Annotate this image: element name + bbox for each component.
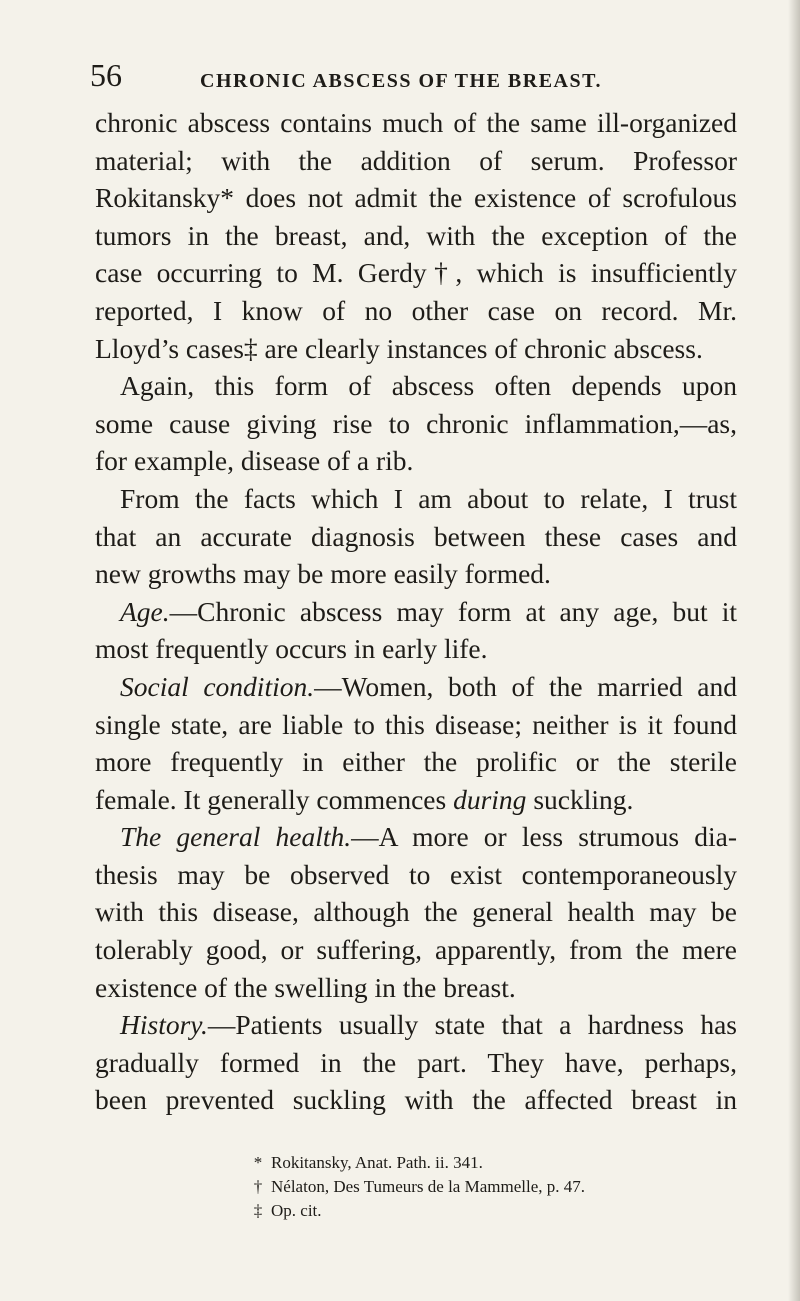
text-run: —A more or less strumous dia- — [351, 821, 737, 853]
text-line: tumors in the breast, and, with the exception of the — [95, 219, 737, 251]
text-run: —Women, both of the married and — [314, 670, 737, 702]
footnote — [245, 1151, 665, 1175]
side-heading-age: Age. — [120, 595, 170, 627]
footnote-text: Rokitansky, Anat. Path. ii. 341. — [271, 1153, 483, 1172]
page-number: 56 — [90, 57, 122, 93]
text-line: Again, this form of abscess often depends upon — [120, 370, 737, 402]
running-title: CHRONIC ABSCESS OF THE BREAST. — [200, 70, 602, 92]
footnote-text: Op. cit. — [271, 1201, 322, 1220]
footnote-mark: ‡ — [253, 1201, 263, 1220]
text-line — [95, 781, 737, 819]
page-gutter-shadow — [788, 0, 800, 1301]
text-run: —Chronic abscess may form at any age, but it — [169, 595, 737, 627]
text-line: that an accurate diagnosis between these cases and — [95, 520, 737, 552]
text-run: female. It generally commences — [95, 783, 454, 815]
text-run: suckling. — [526, 783, 634, 815]
text-line: Lloyd’s cases‡ are clearly instances of chronic abscess. — [95, 332, 703, 364]
text-line: with this disease, although the general health may be — [95, 896, 737, 928]
footnote — [245, 1175, 665, 1199]
side-heading-social: Social condition. — [120, 670, 315, 702]
body-text — [95, 104, 735, 1119]
text-line: most frequently occurs in early life. — [95, 633, 488, 665]
text-line — [95, 593, 737, 631]
footnote-mark: † — [253, 1177, 263, 1196]
text-line: material; with the addition of serum. Professor — [95, 144, 737, 176]
text-line: gradually formed in the part. They have, perhaps, — [95, 1046, 737, 1078]
text-line — [95, 1006, 737, 1044]
text-line: existence of the swelling in the breast. — [95, 971, 516, 1003]
footnote-text: Nélaton, Des Tumeurs de la Mammelle, p. 47. — [271, 1177, 585, 1196]
text-line: chronic abscess contains much of the same ill-organized — [95, 107, 737, 138]
footnotes — [245, 1151, 665, 1223]
text-line — [95, 818, 737, 856]
text-line: reported, I know of no other case on record. Mr. — [95, 294, 737, 326]
text-line: thesis may be observed to exist contemporaneously — [95, 858, 737, 890]
text-line: been prevented suckling with the affected breast in — [95, 1084, 737, 1116]
text-line: more frequently in either the prolific or the sterile — [95, 746, 737, 778]
text-line — [95, 668, 737, 706]
text-line: From the facts which I am about to relate, I trust — [120, 482, 737, 514]
footnote — [245, 1199, 665, 1223]
text-line: for example, disease of a rib. — [95, 445, 414, 477]
running-head — [90, 57, 710, 96]
text-run: —Patients usually state that a hardness has — [207, 1009, 737, 1041]
text-line: new growths may be more easily formed. — [95, 558, 551, 590]
text-line: case occurring to M. Gerdy†, which is insufficiently — [95, 257, 737, 289]
text-line: tolerably good, or suffering, apparently, from the mere — [95, 934, 737, 966]
text-line: Rokitansky* does not admit the existence of scrofulous — [95, 182, 737, 214]
text-line: some cause giving rise to chronic inflammation,—as, — [95, 407, 737, 439]
footnote-mark: * — [253, 1153, 263, 1172]
text-line: single state, are liable to this disease; neither is it found — [95, 708, 737, 740]
side-heading-health: The general health. — [120, 821, 352, 853]
emphasis-during: during — [453, 783, 527, 815]
side-heading-history: History. — [120, 1009, 208, 1041]
